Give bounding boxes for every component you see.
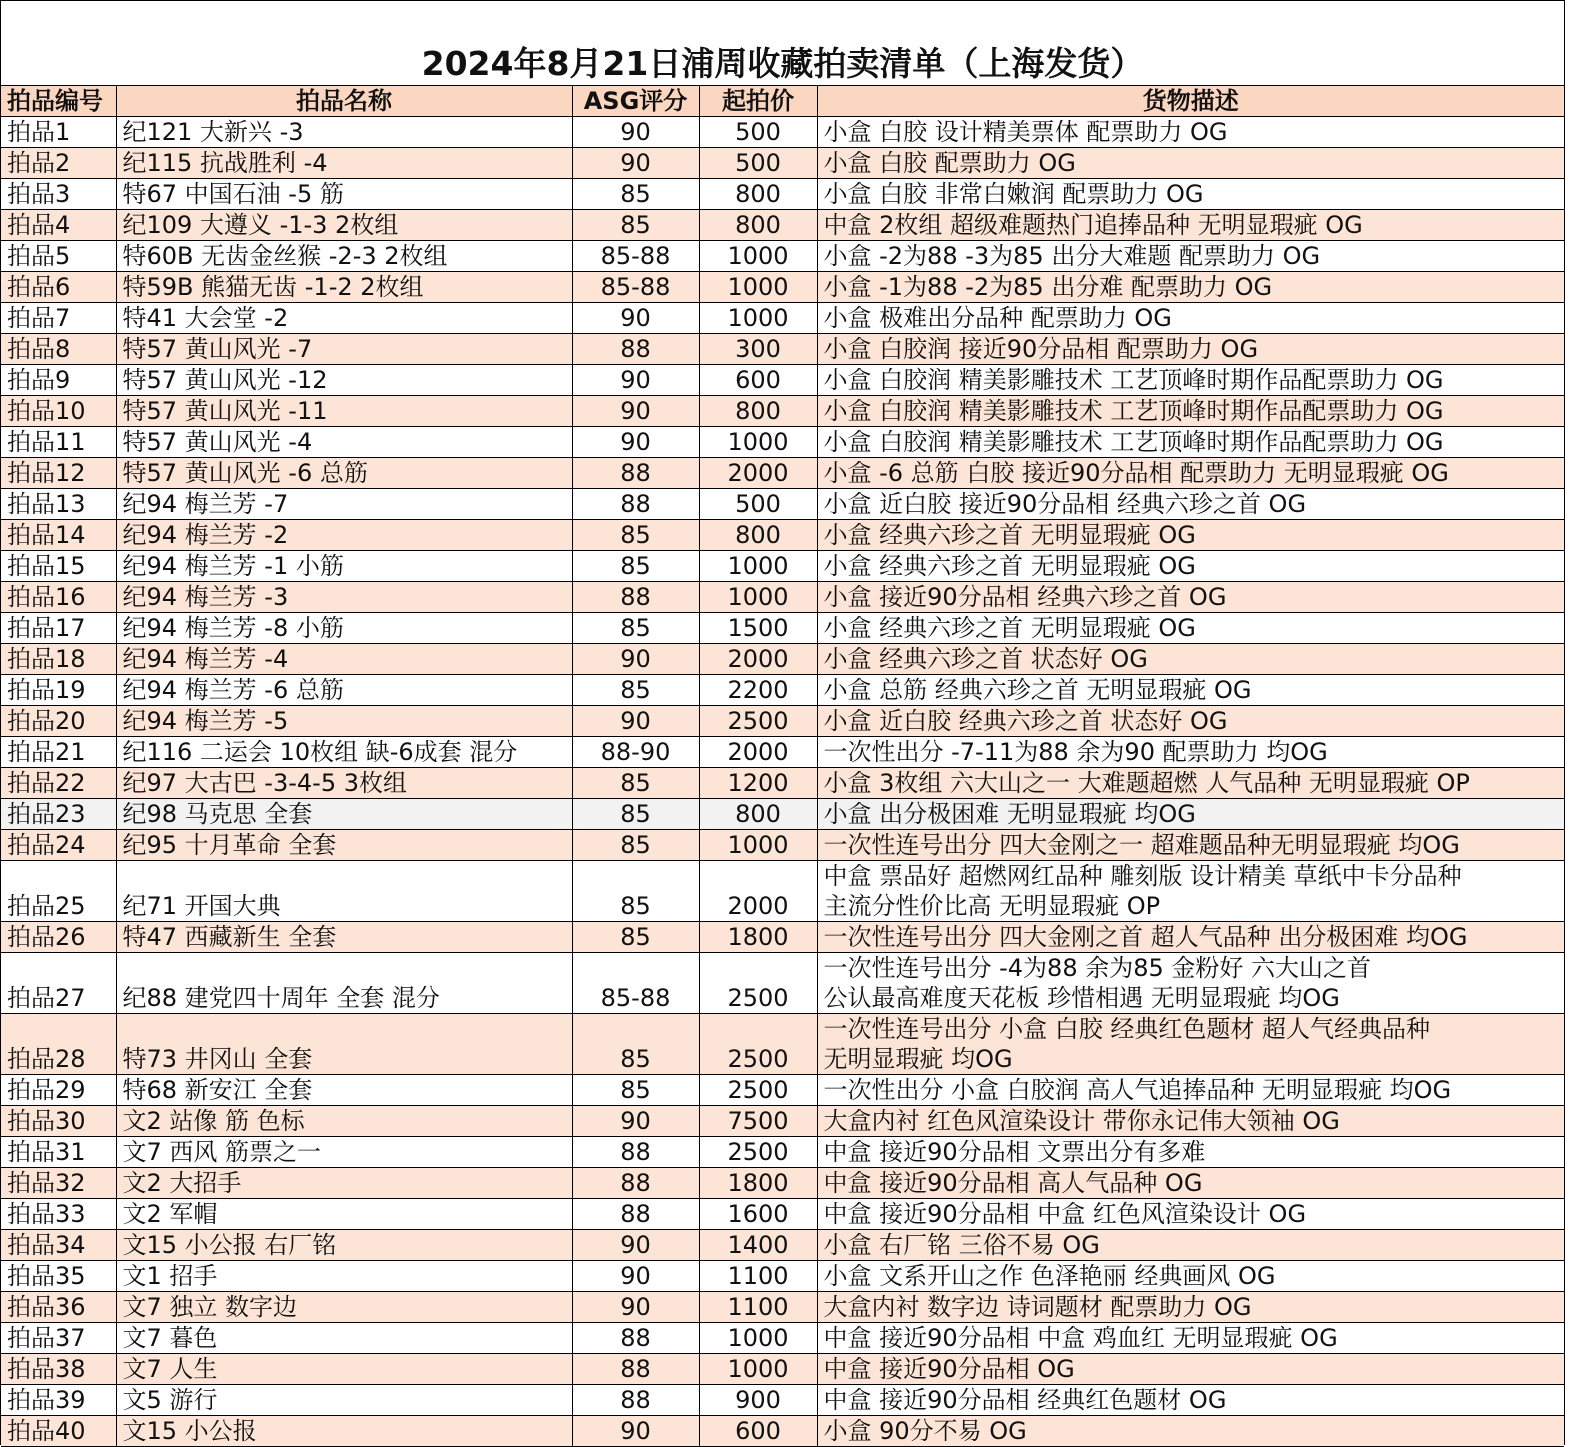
table-row xyxy=(1,582,1564,613)
description-cell xyxy=(817,117,1564,148)
table-row xyxy=(1,1199,1564,1230)
description-line: 大盒内衬 红色风渲染设计 带你永记伟大领袖 OG xyxy=(823,1107,1340,1135)
table-row xyxy=(1,1014,1564,1075)
asg-score-cell: 85-88 xyxy=(572,241,699,272)
table-row xyxy=(1,644,1564,675)
description-cell xyxy=(817,303,1564,334)
start-price-cell: 800 xyxy=(699,210,817,241)
asg-score-cell: 85 xyxy=(572,675,699,706)
start-price-cell: 1100 xyxy=(699,1261,817,1292)
start-price-cell: 800 xyxy=(699,520,817,551)
description-cell xyxy=(817,1137,1564,1168)
description-line: 小盒 近白胶 经典六珍之首 状态好 OG xyxy=(823,707,1228,735)
lot-id-cell: 拍品37 xyxy=(1,1323,116,1354)
table-row xyxy=(1,551,1564,582)
lot-id-cell: 拍品40 xyxy=(1,1416,116,1447)
start-price-cell: 800 xyxy=(699,396,817,427)
lot-id-cell: 拍品20 xyxy=(1,706,116,737)
lot-name-cell: 纪88 建党四十周年 全套 混分 xyxy=(116,953,572,1014)
start-price-cell: 2000 xyxy=(699,861,817,922)
lot-name-cell: 纪98 马克思 全套 xyxy=(116,799,572,830)
table-row xyxy=(1,799,1564,830)
header-id: 拍品编号 xyxy=(1,86,116,117)
asg-score-cell: 90 xyxy=(572,1106,699,1137)
description-line: 中盒 票品好 超燃网红品种 雕刻版 设计精美 草纸中卡分品种 xyxy=(823,862,1462,890)
description-line: 小盒 白胶润 精美影雕技术 工艺顶峰时期作品配票助力 OG xyxy=(823,397,1444,425)
start-price-cell: 1000 xyxy=(699,241,817,272)
table-row xyxy=(1,148,1564,179)
description-cell xyxy=(817,179,1564,210)
description-cell xyxy=(817,1106,1564,1137)
description-cell xyxy=(817,1261,1564,1292)
description-line: 一次性连号出分 四大金刚之一 超难题品种无明显瑕疵 均OG xyxy=(823,831,1460,859)
lot-id-cell: 拍品18 xyxy=(1,644,116,675)
lot-id-cell: 拍品13 xyxy=(1,489,116,520)
table-row xyxy=(1,1137,1564,1168)
table-row xyxy=(1,830,1564,861)
lot-id-cell: 拍品15 xyxy=(1,551,116,582)
lot-name-cell: 文1 招手 xyxy=(116,1261,572,1292)
asg-score-cell: 85 xyxy=(572,520,699,551)
table-row xyxy=(1,1323,1564,1354)
description-line: 一次性出分 -7-11为88 余为90 配票助力 均OG xyxy=(823,738,1328,766)
description-line: 小盒 白胶 配票助力 OG xyxy=(823,149,1076,177)
lot-name-cell: 文2 站像 筋 色标 xyxy=(116,1106,572,1137)
lot-name-cell: 纪95 十月革命 全套 xyxy=(116,830,572,861)
description-cell xyxy=(817,272,1564,303)
description-line: 一次性连号出分 小盒 白胶 经典红色题材 超人气经典品种 xyxy=(823,1015,1431,1043)
table-row xyxy=(1,1075,1564,1106)
description-cell xyxy=(817,675,1564,706)
start-price-cell: 1800 xyxy=(699,1168,817,1199)
start-price-cell: 1100 xyxy=(699,1292,817,1323)
asg-score-cell: 88 xyxy=(572,1137,699,1168)
description-line: 小盒 白胶 设计精美票体 配票助力 OG xyxy=(823,118,1228,146)
start-price-cell: 1000 xyxy=(699,582,817,613)
description-cell xyxy=(817,582,1564,613)
description-cell xyxy=(817,1230,1564,1261)
table-row xyxy=(1,334,1564,365)
lot-id-cell: 拍品36 xyxy=(1,1292,116,1323)
asg-score-cell: 85 xyxy=(572,922,699,953)
description-line: 小盒 白胶润 接近90分品相 配票助力 OG xyxy=(823,335,1259,363)
asg-score-cell: 85 xyxy=(572,1075,699,1106)
start-price-cell: 500 xyxy=(699,117,817,148)
table-row xyxy=(1,520,1564,551)
table-row xyxy=(1,953,1564,1014)
description-line: 小盒 经典六珍之首 无明显瑕疵 OG xyxy=(823,614,1196,642)
table-row xyxy=(1,1230,1564,1261)
description-line: 中盒 2枚组 超级难题热门追捧品种 无明显瑕疵 OG xyxy=(823,211,1363,239)
lot-name-cell: 纪94 梅兰芳 -8 小筋 xyxy=(116,613,572,644)
page-title: 2024年8月21日浦周收藏拍卖清单（上海发货） xyxy=(1,1,1564,86)
start-price-cell: 800 xyxy=(699,179,817,210)
asg-score-cell: 90 xyxy=(572,1261,699,1292)
asg-score-cell: 88 xyxy=(572,1385,699,1416)
lot-id-cell: 拍品38 xyxy=(1,1354,116,1385)
description-line: 主流分性价比高 无明显瑕疵 OP xyxy=(823,892,1161,920)
description-cell xyxy=(817,1168,1564,1199)
description-line: 中盒 接近90分品相 经典红色题材 OG xyxy=(823,1386,1227,1414)
description-line: 一次性连号出分 -4为88 余为85 金粉好 六大山之首 xyxy=(823,954,1372,982)
start-price-cell: 1500 xyxy=(699,613,817,644)
lot-id-cell: 拍品23 xyxy=(1,799,116,830)
asg-score-cell: 85-88 xyxy=(572,272,699,303)
table-row xyxy=(1,396,1564,427)
start-price-cell: 7500 xyxy=(699,1106,817,1137)
asg-score-cell: 90 xyxy=(572,365,699,396)
start-price-cell: 2000 xyxy=(699,644,817,675)
description-cell xyxy=(817,551,1564,582)
description-cell xyxy=(817,1292,1564,1323)
description-line: 无明显瑕疵 均OG xyxy=(823,1045,1013,1073)
description-cell xyxy=(817,1354,1564,1385)
description-cell xyxy=(817,427,1564,458)
description-line: 中盒 接近90分品相 文票出分有多难 xyxy=(823,1138,1206,1166)
description-line: 中盒 接近90分品相 高人气品种 OG xyxy=(823,1169,1203,1197)
start-price-cell: 2500 xyxy=(699,706,817,737)
description-line: 小盒 3枚组 六大山之一 大难题超燃 人气品种 无明显瑕疵 OP xyxy=(823,769,1470,797)
start-price-cell: 1600 xyxy=(699,1199,817,1230)
description-cell xyxy=(817,1075,1564,1106)
lot-name-cell: 纪94 梅兰芳 -2 xyxy=(116,520,572,551)
table-row xyxy=(1,272,1564,303)
lot-id-cell: 拍品28 xyxy=(1,1014,116,1075)
description-line: 小盒 白胶润 精美影雕技术 工艺顶峰时期作品配票助力 OG xyxy=(823,366,1444,394)
lot-name-cell: 特67 中国石油 -5 筋 xyxy=(116,179,572,210)
lot-name-cell: 文15 小公报 xyxy=(116,1416,572,1447)
lot-id-cell: 拍品2 xyxy=(1,148,116,179)
table-row xyxy=(1,1292,1564,1323)
table-row xyxy=(1,210,1564,241)
table-row xyxy=(1,768,1564,799)
description-cell xyxy=(817,241,1564,272)
asg-score-cell: 85 xyxy=(572,830,699,861)
start-price-cell: 500 xyxy=(699,489,817,520)
start-price-cell: 1400 xyxy=(699,1230,817,1261)
table-row xyxy=(1,427,1564,458)
lot-name-cell: 特57 黄山风光 -6 总筋 xyxy=(116,458,572,489)
description-cell xyxy=(817,1385,1564,1416)
start-price-cell: 300 xyxy=(699,334,817,365)
description-line: 小盒 -1为88 -2为85 出分难 配票助力 OG xyxy=(823,273,1273,301)
description-cell xyxy=(817,953,1564,1014)
lot-id-cell: 拍品12 xyxy=(1,458,116,489)
lot-name-cell: 特57 黄山风光 -4 xyxy=(116,427,572,458)
table-row xyxy=(1,861,1564,922)
asg-score-cell: 90 xyxy=(572,117,699,148)
lot-name-cell: 纪109 大遵义 -1-3 2枚组 xyxy=(116,210,572,241)
lot-name-cell: 文7 人生 xyxy=(116,1354,572,1385)
lot-name-cell: 纪94 梅兰芳 -6 总筋 xyxy=(116,675,572,706)
lot-id-cell: 拍品32 xyxy=(1,1168,116,1199)
lot-name-cell: 文2 军帽 xyxy=(116,1199,572,1230)
table-row xyxy=(1,1168,1564,1199)
asg-score-cell: 88 xyxy=(572,1168,699,1199)
asg-score-cell: 85 xyxy=(572,613,699,644)
lot-name-cell: 纪71 开国大典 xyxy=(116,861,572,922)
asg-score-cell: 85 xyxy=(572,768,699,799)
start-price-cell: 2500 xyxy=(699,1075,817,1106)
asg-score-cell: 90 xyxy=(572,644,699,675)
lot-name-cell: 纪116 二运会 10枚组 缺-6成套 混分 xyxy=(116,737,572,768)
table-row xyxy=(1,737,1564,768)
table-row xyxy=(1,489,1564,520)
lot-id-cell: 拍品27 xyxy=(1,953,116,1014)
start-price-cell: 2500 xyxy=(699,953,817,1014)
lot-name-cell: 文2 大招手 xyxy=(116,1168,572,1199)
lot-id-cell: 拍品9 xyxy=(1,365,116,396)
asg-score-cell: 90 xyxy=(572,706,699,737)
lot-id-cell: 拍品7 xyxy=(1,303,116,334)
start-price-cell: 500 xyxy=(699,148,817,179)
description-cell xyxy=(817,520,1564,551)
description-line: 小盒 -2为88 -3为85 出分大难题 配票助力 OG xyxy=(823,242,1321,270)
table-row xyxy=(1,458,1564,489)
table-row xyxy=(1,365,1564,396)
lot-id-cell: 拍品34 xyxy=(1,1230,116,1261)
start-price-cell: 1000 xyxy=(699,1323,817,1354)
start-price-cell: 1800 xyxy=(699,922,817,953)
lot-id-cell: 拍品25 xyxy=(1,861,116,922)
lot-id-cell: 拍品10 xyxy=(1,396,116,427)
lot-id-cell: 拍品4 xyxy=(1,210,116,241)
lot-name-cell: 纪121 大新兴 -3 xyxy=(116,117,572,148)
asg-score-cell: 85 xyxy=(572,1014,699,1075)
table-row xyxy=(1,675,1564,706)
description-line: 小盒 -6 总筋 白胶 接近90分品相 配票助力 无明显瑕疵 OG xyxy=(823,459,1449,487)
lot-name-cell: 特41 大会堂 -2 xyxy=(116,303,572,334)
description-cell xyxy=(817,365,1564,396)
description-cell xyxy=(817,613,1564,644)
asg-score-cell: 88 xyxy=(572,489,699,520)
lot-name-cell: 特47 西藏新生 全套 xyxy=(116,922,572,953)
description-cell xyxy=(817,1014,1564,1075)
table-row xyxy=(1,1354,1564,1385)
description-cell xyxy=(817,1199,1564,1230)
description-line: 小盒 极难出分品种 配票助力 OG xyxy=(823,304,1172,332)
description-line: 小盒 经典六珍之首 状态好 OG xyxy=(823,645,1148,673)
lot-id-cell: 拍品3 xyxy=(1,179,116,210)
description-line: 中盒 接近90分品相 中盒 红色风渲染设计 OG xyxy=(823,1200,1307,1228)
description-line: 公认最高难度天花板 珍惜相遇 无明显瑕疵 均OG xyxy=(823,984,1340,1012)
description-line: 小盒 白胶 非常白嫩润 配票助力 OG xyxy=(823,180,1204,208)
description-cell xyxy=(817,1323,1564,1354)
asg-score-cell: 88 xyxy=(572,582,699,613)
start-price-cell: 1000 xyxy=(699,551,817,582)
asg-score-cell: 90 xyxy=(572,396,699,427)
table-row xyxy=(1,1385,1564,1416)
asg-score-cell: 90 xyxy=(572,427,699,458)
lot-name-cell: 特57 黄山风光 -12 xyxy=(116,365,572,396)
asg-score-cell: 90 xyxy=(572,1292,699,1323)
table-row xyxy=(1,1416,1564,1447)
start-price-cell: 2500 xyxy=(699,1014,817,1075)
table-row xyxy=(1,117,1564,148)
table-row xyxy=(1,706,1564,737)
start-price-cell: 2000 xyxy=(699,458,817,489)
start-price-cell: 900 xyxy=(699,1385,817,1416)
lot-name-cell: 特57 黄山风光 -11 xyxy=(116,396,572,427)
lot-id-cell: 拍品16 xyxy=(1,582,116,613)
lot-id-cell: 拍品39 xyxy=(1,1385,116,1416)
description-cell xyxy=(817,334,1564,365)
description-line: 小盒 经典六珍之首 无明显瑕疵 OG xyxy=(823,552,1196,580)
start-price-cell: 600 xyxy=(699,1416,817,1447)
description-cell xyxy=(817,706,1564,737)
lot-name-cell: 纪94 梅兰芳 -4 xyxy=(116,644,572,675)
lot-name-cell: 特59B 熊猫无齿 -1-2 2枚组 xyxy=(116,272,572,303)
header-score: ASG评分 xyxy=(572,86,699,117)
lot-id-cell: 拍品35 xyxy=(1,1261,116,1292)
lot-name-cell: 纪94 梅兰芳 -7 xyxy=(116,489,572,520)
lot-id-cell: 拍品17 xyxy=(1,613,116,644)
lot-name-cell: 特60B 无齿金丝猴 -2-3 2枚组 xyxy=(116,241,572,272)
header-desc: 货物描述 xyxy=(817,86,1564,117)
asg-score-cell: 85 xyxy=(572,210,699,241)
lot-name-cell: 特73 井冈山 全套 xyxy=(116,1014,572,1075)
description-line: 小盒 90分不易 OG xyxy=(823,1417,1027,1445)
description-cell xyxy=(817,861,1564,922)
lot-id-cell: 拍品29 xyxy=(1,1075,116,1106)
lot-name-cell: 文15 小公报 右厂铭 xyxy=(116,1230,572,1261)
description-cell xyxy=(817,1416,1564,1447)
start-price-cell: 1000 xyxy=(699,1354,817,1385)
description-cell xyxy=(817,737,1564,768)
asg-score-cell: 90 xyxy=(572,148,699,179)
description-line: 小盒 文系开山之作 色泽艳丽 经典画风 OG xyxy=(823,1262,1276,1290)
header-price: 起拍价 xyxy=(699,86,817,117)
asg-score-cell: 85 xyxy=(572,551,699,582)
asg-score-cell: 88 xyxy=(572,458,699,489)
description-line: 大盒内衬 数字边 诗词题材 配票助力 OG xyxy=(823,1293,1252,1321)
description-cell xyxy=(817,799,1564,830)
header-row xyxy=(1,86,1564,117)
lot-name-cell: 文7 西风 筋票之一 xyxy=(116,1137,572,1168)
description-cell xyxy=(817,148,1564,179)
asg-score-cell: 85-88 xyxy=(572,953,699,1014)
table-body xyxy=(1,117,1564,1447)
lot-id-cell: 拍品26 xyxy=(1,922,116,953)
table-row xyxy=(1,179,1564,210)
lot-id-cell: 拍品8 xyxy=(1,334,116,365)
lot-name-cell: 纪94 梅兰芳 -3 xyxy=(116,582,572,613)
table-row xyxy=(1,922,1564,953)
description-line: 一次性连号出分 四大金刚之首 超人气品种 出分极困难 均OG xyxy=(823,923,1468,951)
lot-id-cell: 拍品24 xyxy=(1,830,116,861)
asg-score-cell: 88 xyxy=(572,1354,699,1385)
lot-id-cell: 拍品21 xyxy=(1,737,116,768)
description-cell xyxy=(817,489,1564,520)
asg-score-cell: 90 xyxy=(572,1230,699,1261)
header-name: 拍品名称 xyxy=(116,86,572,117)
description-line: 小盒 白胶润 精美影雕技术 工艺顶峰时期作品配票助力 OG xyxy=(823,428,1444,456)
table-row xyxy=(1,303,1564,334)
start-price-cell: 600 xyxy=(699,365,817,396)
lot-name-cell: 特68 新安江 全套 xyxy=(116,1075,572,1106)
lot-id-cell: 拍品5 xyxy=(1,241,116,272)
asg-score-cell: 90 xyxy=(572,1416,699,1447)
lot-name-cell: 文5 游行 xyxy=(116,1385,572,1416)
lot-name-cell: 文7 暮色 xyxy=(116,1323,572,1354)
description-line: 中盒 接近90分品相 OG xyxy=(823,1355,1075,1383)
lot-id-cell: 拍品33 xyxy=(1,1199,116,1230)
asg-score-cell: 88 xyxy=(572,1199,699,1230)
auction-table xyxy=(1,86,1564,1447)
description-cell xyxy=(817,458,1564,489)
asg-score-cell: 88 xyxy=(572,334,699,365)
lot-id-cell: 拍品19 xyxy=(1,675,116,706)
description-cell xyxy=(817,922,1564,953)
description-line: 小盒 总筋 经典六珍之首 无明显瑕疵 OG xyxy=(823,676,1252,704)
start-price-cell: 2000 xyxy=(699,737,817,768)
description-line: 小盒 接近90分品相 经典六珍之首 OG xyxy=(823,583,1227,611)
description-line: 中盒 接近90分品相 中盒 鸡血红 无明显瑕疵 OG xyxy=(823,1324,1338,1352)
table-row xyxy=(1,1106,1564,1137)
description-line: 小盒 出分极困难 无明显瑕疵 均OG xyxy=(823,800,1196,828)
start-price-cell: 1200 xyxy=(699,768,817,799)
lot-name-cell: 纪115 抗战胜利 -4 xyxy=(116,148,572,179)
lot-id-cell: 拍品30 xyxy=(1,1106,116,1137)
table-row xyxy=(1,241,1564,272)
start-price-cell: 1000 xyxy=(699,272,817,303)
lot-name-cell: 文7 独立 数字边 xyxy=(116,1292,572,1323)
lot-id-cell: 拍品22 xyxy=(1,768,116,799)
asg-score-cell: 85 xyxy=(572,861,699,922)
start-price-cell: 1000 xyxy=(699,830,817,861)
lot-name-cell: 纪97 大古巴 -3-4-5 3枚组 xyxy=(116,768,572,799)
lot-id-cell: 拍品6 xyxy=(1,272,116,303)
start-price-cell: 2500 xyxy=(699,1137,817,1168)
description-cell xyxy=(817,830,1564,861)
description-cell xyxy=(817,396,1564,427)
description-line: 小盒 右厂铭 三俗不易 OG xyxy=(823,1231,1100,1259)
lot-id-cell: 拍品11 xyxy=(1,427,116,458)
description-cell xyxy=(817,644,1564,675)
asg-score-cell: 85 xyxy=(572,179,699,210)
lot-id-cell: 拍品1 xyxy=(1,117,116,148)
start-price-cell: 2200 xyxy=(699,675,817,706)
lot-id-cell: 拍品14 xyxy=(1,520,116,551)
asg-score-cell: 88 xyxy=(572,1323,699,1354)
asg-score-cell: 88-90 xyxy=(572,737,699,768)
table-row xyxy=(1,613,1564,644)
table-row xyxy=(1,1261,1564,1292)
description-cell xyxy=(817,210,1564,241)
description-cell xyxy=(817,768,1564,799)
description-line: 一次性出分 小盒 白胶润 高人气追捧品种 无明显瑕疵 均OG xyxy=(823,1076,1452,1104)
description-line: 小盒 近白胶 接近90分品相 经典六珍之首 OG xyxy=(823,490,1307,518)
lot-name-cell: 特57 黄山风光 -7 xyxy=(116,334,572,365)
start-price-cell: 800 xyxy=(699,799,817,830)
asg-score-cell: 90 xyxy=(572,303,699,334)
lot-name-cell: 纪94 梅兰芳 -1 小筋 xyxy=(116,551,572,582)
lot-id-cell: 拍品31 xyxy=(1,1137,116,1168)
start-price-cell: 1000 xyxy=(699,427,817,458)
start-price-cell: 1000 xyxy=(699,303,817,334)
asg-score-cell: 85 xyxy=(572,799,699,830)
lot-name-cell: 纪94 梅兰芳 -5 xyxy=(116,706,572,737)
description-line: 小盒 经典六珍之首 无明显瑕疵 OG xyxy=(823,521,1196,549)
